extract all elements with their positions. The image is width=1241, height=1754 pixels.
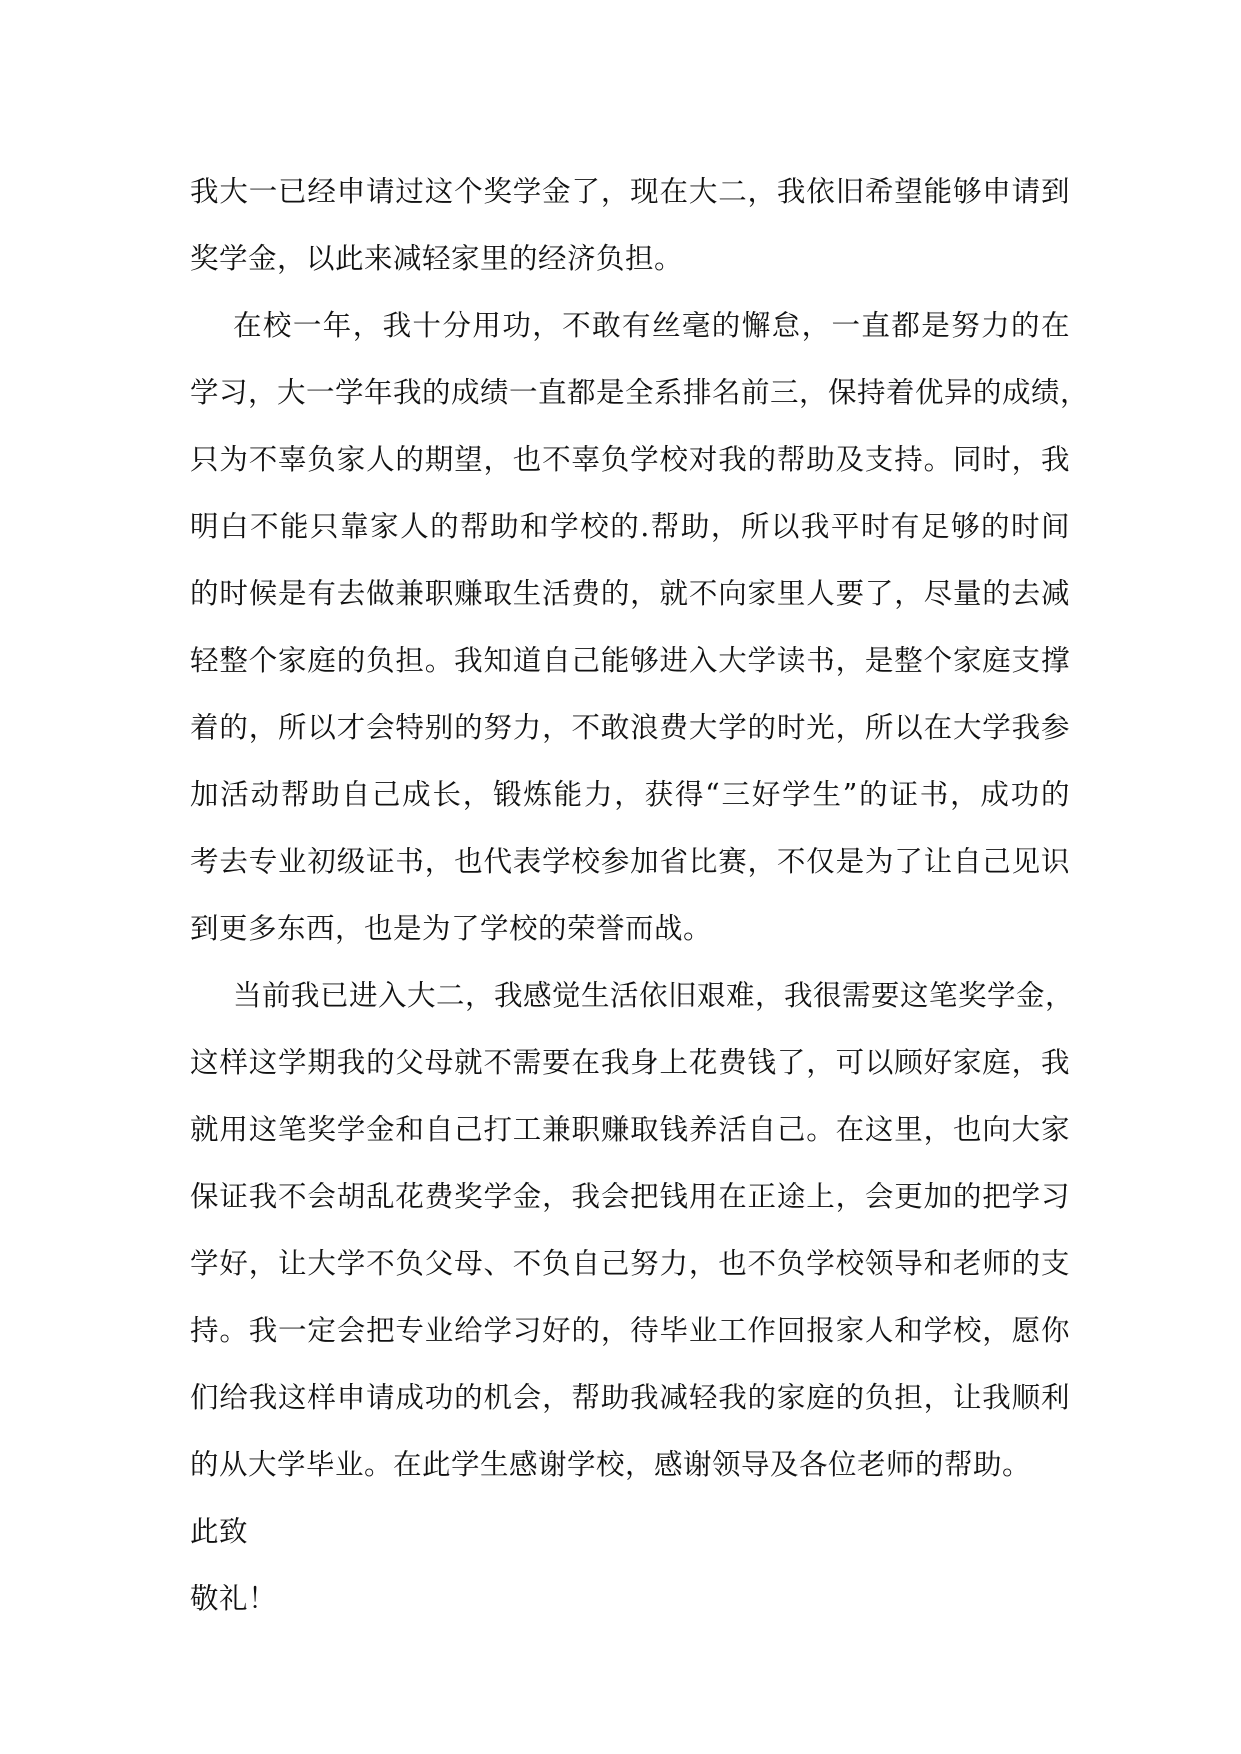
paragraph-3-line-4: 保证我不会胡乱花费奖学金，我会把钱用在正途上，会更加的把学习 xyxy=(190,1180,1070,1213)
closing-salutation: 此致 xyxy=(190,1515,249,1548)
paragraph-1-line-1: 我大一已经申请过这个奖学金了，现在大二，我依旧希望能够申请到 xyxy=(190,175,1070,208)
closing-regards: 敬礼！ xyxy=(190,1582,278,1615)
paragraph-2-line-7: 着的，所以才会特别的努力，不敢浪费大学的时光，所以在大学我参 xyxy=(190,711,1070,744)
paragraph-2-line-10: 到更多东西，也是为了学校的荣誉而战。 xyxy=(190,912,713,945)
paragraph-3-line-2: 这样这学期我的父母就不需要在我身上花费钱了，可以顾好家庭，我 xyxy=(190,1046,1070,1079)
paragraph-3-line-1: 当前我已进入大二，我感觉生活依旧艰难，我很需要这笔奖学金， xyxy=(233,979,1075,1012)
paragraph-3-line-5: 学好，让大学不负父母、不负自己努力，也不负学校领导和老师的支 xyxy=(190,1247,1070,1280)
paragraph-3-line-3: 就用这笔奖学金和自己打工兼职赚取钱养活自己。在这里，也向大家 xyxy=(190,1113,1070,1146)
paragraph-2-line-4: 明白不能只靠家人的帮助和学校的.帮助，所以我平时有足够的时间 xyxy=(190,510,1070,543)
paragraph-3-line-7: 们给我这样申请成功的机会，帮助我减轻我的家庭的负担，让我顺利 xyxy=(190,1381,1070,1414)
paragraph-3-line-6: 持。我一定会把专业给学习好的，待毕业工作回报家人和学校，愿你 xyxy=(190,1314,1070,1347)
paragraph-2-line-3: 只为不辜负家人的期望，也不辜负学校对我的帮助及支持。同时，我 xyxy=(190,443,1070,476)
paragraph-2-line-1: 在校一年，我十分用功，不敢有丝毫的懈怠，一直都是努力的在 xyxy=(233,309,1070,342)
paragraph-1-line-2: 奖学金，以此来减轻家里的经济负担。 xyxy=(190,242,684,275)
paragraph-2-line-2: 学习，大一学年我的成绩一直都是全系排名前三，保持着优异的成绩， xyxy=(190,376,1090,409)
paragraph-2-line-9: 考去专业初级证书，也代表学校参加省比赛，不仅是为了让自己见识 xyxy=(190,845,1070,878)
letter-body xyxy=(190,158,1090,1632)
paragraph-2-line-5: 的时候是有去做兼职赚取生活费的，就不向家里人要了，尽量的去减 xyxy=(190,577,1070,610)
paragraph-2-line-6: 轻整个家庭的负担。我知道自己能够进入大学读书，是整个家庭支撑 xyxy=(190,644,1070,677)
paragraph-3-line-8: 的从大学毕业。在此学生感谢学校，感谢领导及各位老师的帮助。 xyxy=(190,1448,1032,1481)
paragraph-2-line-8: 加活动帮助自己成长，锻炼能力，获得“三好学生”的证书，成功的 xyxy=(190,778,1070,811)
